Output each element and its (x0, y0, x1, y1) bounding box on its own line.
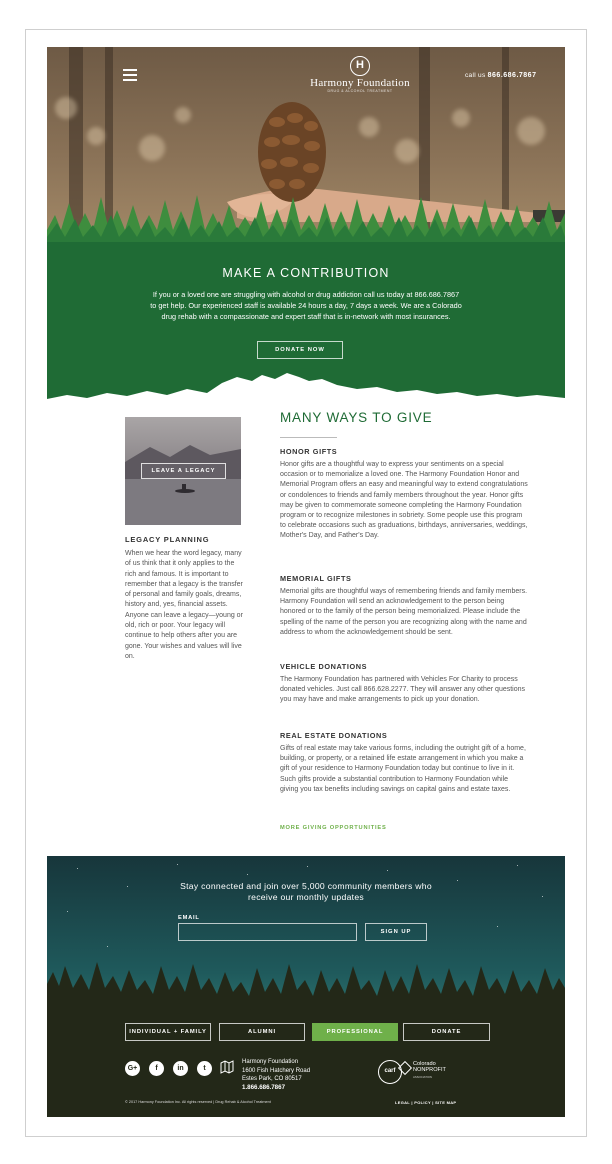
vehicle-donations-body: The Harmony Foundation has partnered with Vehicles For Charity to process donated vehicles. Just call 866.628.2277. They will answer any other questions you may have and make arrangements to pick up your donation. (280, 676, 526, 704)
legacy-image (125, 417, 241, 525)
bokeh-light (175, 107, 191, 123)
logo-subtitle: DRUG & ALCOHOL TREATMENT (327, 89, 393, 93)
phone-number: 866.686.7867 (487, 72, 537, 79)
phone-prefix: call us (465, 72, 486, 79)
hero (47, 47, 565, 409)
legal-links: LEGAL | POLICY | SITE MAP (395, 1100, 457, 1105)
title-divider (280, 437, 337, 438)
torn-paper-edge (47, 365, 565, 409)
honor-gifts-body: Honor gifts are a thoughtful way to express your sentiments on a special occasion or to memorialize a loved one. The Harmony Foundation Honor and Memorial Program offers an easy and meaningful way to extend congratulations or condolences to friends and family members throughout the year. Honor gifts may be given to commemorate someone completing the Harmony Foundation program or to recognize milestones in sobriety. Some people use this program to celebrate occasions such as graduations, birthdays, anniversaries, weddings, Mother's Day, and Father's Day. (280, 461, 528, 540)
donate-now-button[interactable]: DONATE NOW (257, 341, 343, 359)
hero-body: If you or a loved one are struggling with alcohol or drug addiction call us today at 866.686.7867 to get help. Our experienced staff is available 24 hours a day, 7 days a week. We are a Colorado drug rehab with a compassionate and expert staff that is in-network with most insurances. (150, 290, 462, 321)
hamburger-menu-icon[interactable] (123, 69, 137, 80)
address-name: Harmony Foundation (242, 1059, 299, 1065)
colorado-line1: Colorado (413, 1061, 436, 1067)
harmony-foundation-logo[interactable] (305, 56, 415, 93)
bokeh-light (87, 127, 105, 145)
nav-donate[interactable]: DONATE (403, 1023, 490, 1041)
memorial-gifts-heading: MEMORIAL GIFTS (280, 574, 352, 583)
logo-text: Harmony Foundation (310, 77, 410, 89)
twitter-icon[interactable]: t (197, 1061, 212, 1076)
more-giving-link[interactable]: MORE GIVING OPPORTUNITIES (280, 825, 387, 831)
address-phone[interactable]: 1.866.686.7867 (242, 1083, 286, 1091)
real-estate-heading: REAL ESTATE DONATIONS (280, 731, 388, 740)
colorado-small: ASSOCIATION (413, 1074, 432, 1079)
nav-alumni[interactable]: ALUMNI (219, 1023, 305, 1041)
legacy-body: When we hear the word legacy, many of us think that it only applies to the rich and famous. It is important to remember that a legacy is the transfer of personal and family goals, dreams, history and, yes, financial assets. Anyone can leave a legacy—young or old, rich or poor. Your legacy will continue to help others after you are gone. Your wishes and values will live on. (125, 550, 243, 660)
honor-gifts-heading: HONOR GIFTS (280, 447, 338, 456)
copyright: © 2017 Harmony Foundation Inc. All rights reserved | Drug Rehab & Alcohol Treatment (125, 1100, 271, 1104)
nav-professional[interactable]: PROFESSIONAL (312, 1023, 398, 1041)
many-ways-title: MANY WAYS TO GIVE (280, 410, 433, 425)
colorado-nonprofit-badge (413, 1061, 446, 1080)
address-block (242, 1058, 310, 1092)
nav-individual-family[interactable]: INDIVIDUAL + FAMILY (125, 1023, 211, 1041)
memorial-gifts-body: Memorial gifts are thoughtful ways of remembering friends and family members. Harmony Foundation will send an acknowledgement to the person being honored or to the family of the person being memorialized. Please include the spelling of the name of the person you are recognizing along with the name and address to whom the acknowledgement should be sent. (280, 588, 528, 636)
email-input[interactable] (178, 923, 357, 941)
linkedin-icon[interactable]: in (173, 1061, 188, 1076)
bokeh-light (139, 135, 165, 161)
map-icon[interactable] (220, 1060, 234, 1074)
carf-badge: carf (378, 1060, 402, 1084)
colorado-line2: NONPROFIT (413, 1067, 446, 1074)
footer-tree-line (47, 944, 565, 1014)
leave-a-legacy-button[interactable]: LEAVE A LEGACY (141, 463, 226, 479)
hero-title: MAKE A CONTRIBUTION (222, 266, 390, 280)
page (47, 47, 565, 1117)
bokeh-light (55, 97, 77, 119)
google-plus-icon[interactable]: G+ (125, 1061, 140, 1076)
real-estate-body: Gifts of real estate may take various forms, including the outright gift of a home, building, or property, or a retained life estate arrangement in which you make a gift of your residence to Harmony Foundation today but continue to live in it. Such gifts provide a substantial contribution to Harmony Foundation while giving you tax benefits including savings on capital gains and estate taxes. (280, 745, 526, 793)
logo-mark-icon: H (350, 56, 370, 76)
vehicle-donations-heading: VEHICLE DONATIONS (280, 662, 368, 671)
address-street: 1600 Fish Hatchery Road (242, 1067, 311, 1074)
sign-up-button[interactable]: SIGN UP (365, 923, 427, 941)
facebook-icon[interactable]: f (149, 1061, 164, 1076)
legacy-heading: LEGACY PLANNING (125, 535, 210, 544)
policy-link[interactable]: POLICY (414, 1100, 431, 1105)
email-label: EMAIL (178, 915, 200, 921)
address-city: Estes Park, CO 80517 (242, 1076, 302, 1083)
header-phone[interactable] (465, 72, 536, 79)
legal-link[interactable]: LEGAL (395, 1100, 410, 1105)
footer (47, 856, 565, 1117)
newsletter-headline: Stay connected and join over 5,000 community members who receive our monthly updates (180, 881, 432, 902)
site-map-link[interactable]: SITE MAP (435, 1100, 457, 1105)
